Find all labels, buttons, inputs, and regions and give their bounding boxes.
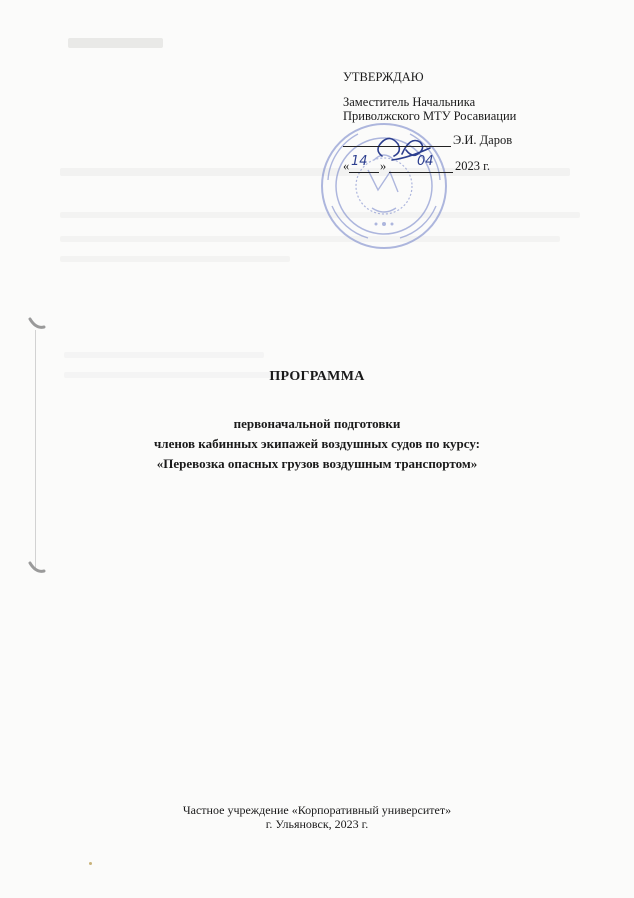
- approver-position-line2: Приволжского МТУ Росавиации: [343, 109, 517, 123]
- date-close-quote: »: [380, 159, 387, 173]
- date-month-handwritten: 04: [417, 154, 434, 169]
- program-subtitle-line2: членов кабинных экипажей воздушных судов по курсу:: [153, 436, 481, 451]
- date-day-rule: [349, 172, 379, 173]
- approval-heading: УТВЕРЖДАЮ: [343, 70, 424, 84]
- date-day-handwritten: 14: [351, 154, 368, 169]
- bleed-through-block: [64, 352, 264, 358]
- signer-name: Э.И. Даров: [453, 133, 513, 147]
- date-month-rule: [389, 172, 453, 173]
- program-subtitle: [0, 414, 634, 474]
- speck-mark: [89, 862, 92, 865]
- organization-name: Частное учреждение «Корпоративный университет»: [182, 803, 452, 817]
- program-subtitle-line3: «Перевозка опасных грузов воздушным транспортом»: [156, 456, 478, 471]
- binding-mark-bottom: [28, 561, 46, 575]
- bleed-through-block: [60, 236, 560, 242]
- bleed-through-block: [60, 256, 290, 262]
- approval-date-line: [343, 154, 573, 175]
- city-year: г. Ульяновск, 2023 г.: [265, 817, 369, 831]
- approver-position-line1: Заместитель Начальника: [343, 95, 476, 109]
- program-title: ПРОГРАММА: [269, 369, 365, 384]
- signature-rule: [343, 146, 451, 147]
- binding-mark-top: [28, 317, 46, 331]
- program-subtitle-line1: первоначальной подготовки: [233, 416, 401, 431]
- bleed-through-block: [68, 38, 163, 48]
- document-footer: [0, 803, 634, 831]
- date-year: 2023 г.: [455, 159, 490, 173]
- approval-block: [343, 70, 573, 175]
- signature-line: [343, 133, 573, 149]
- date-open-quote: «: [343, 159, 350, 173]
